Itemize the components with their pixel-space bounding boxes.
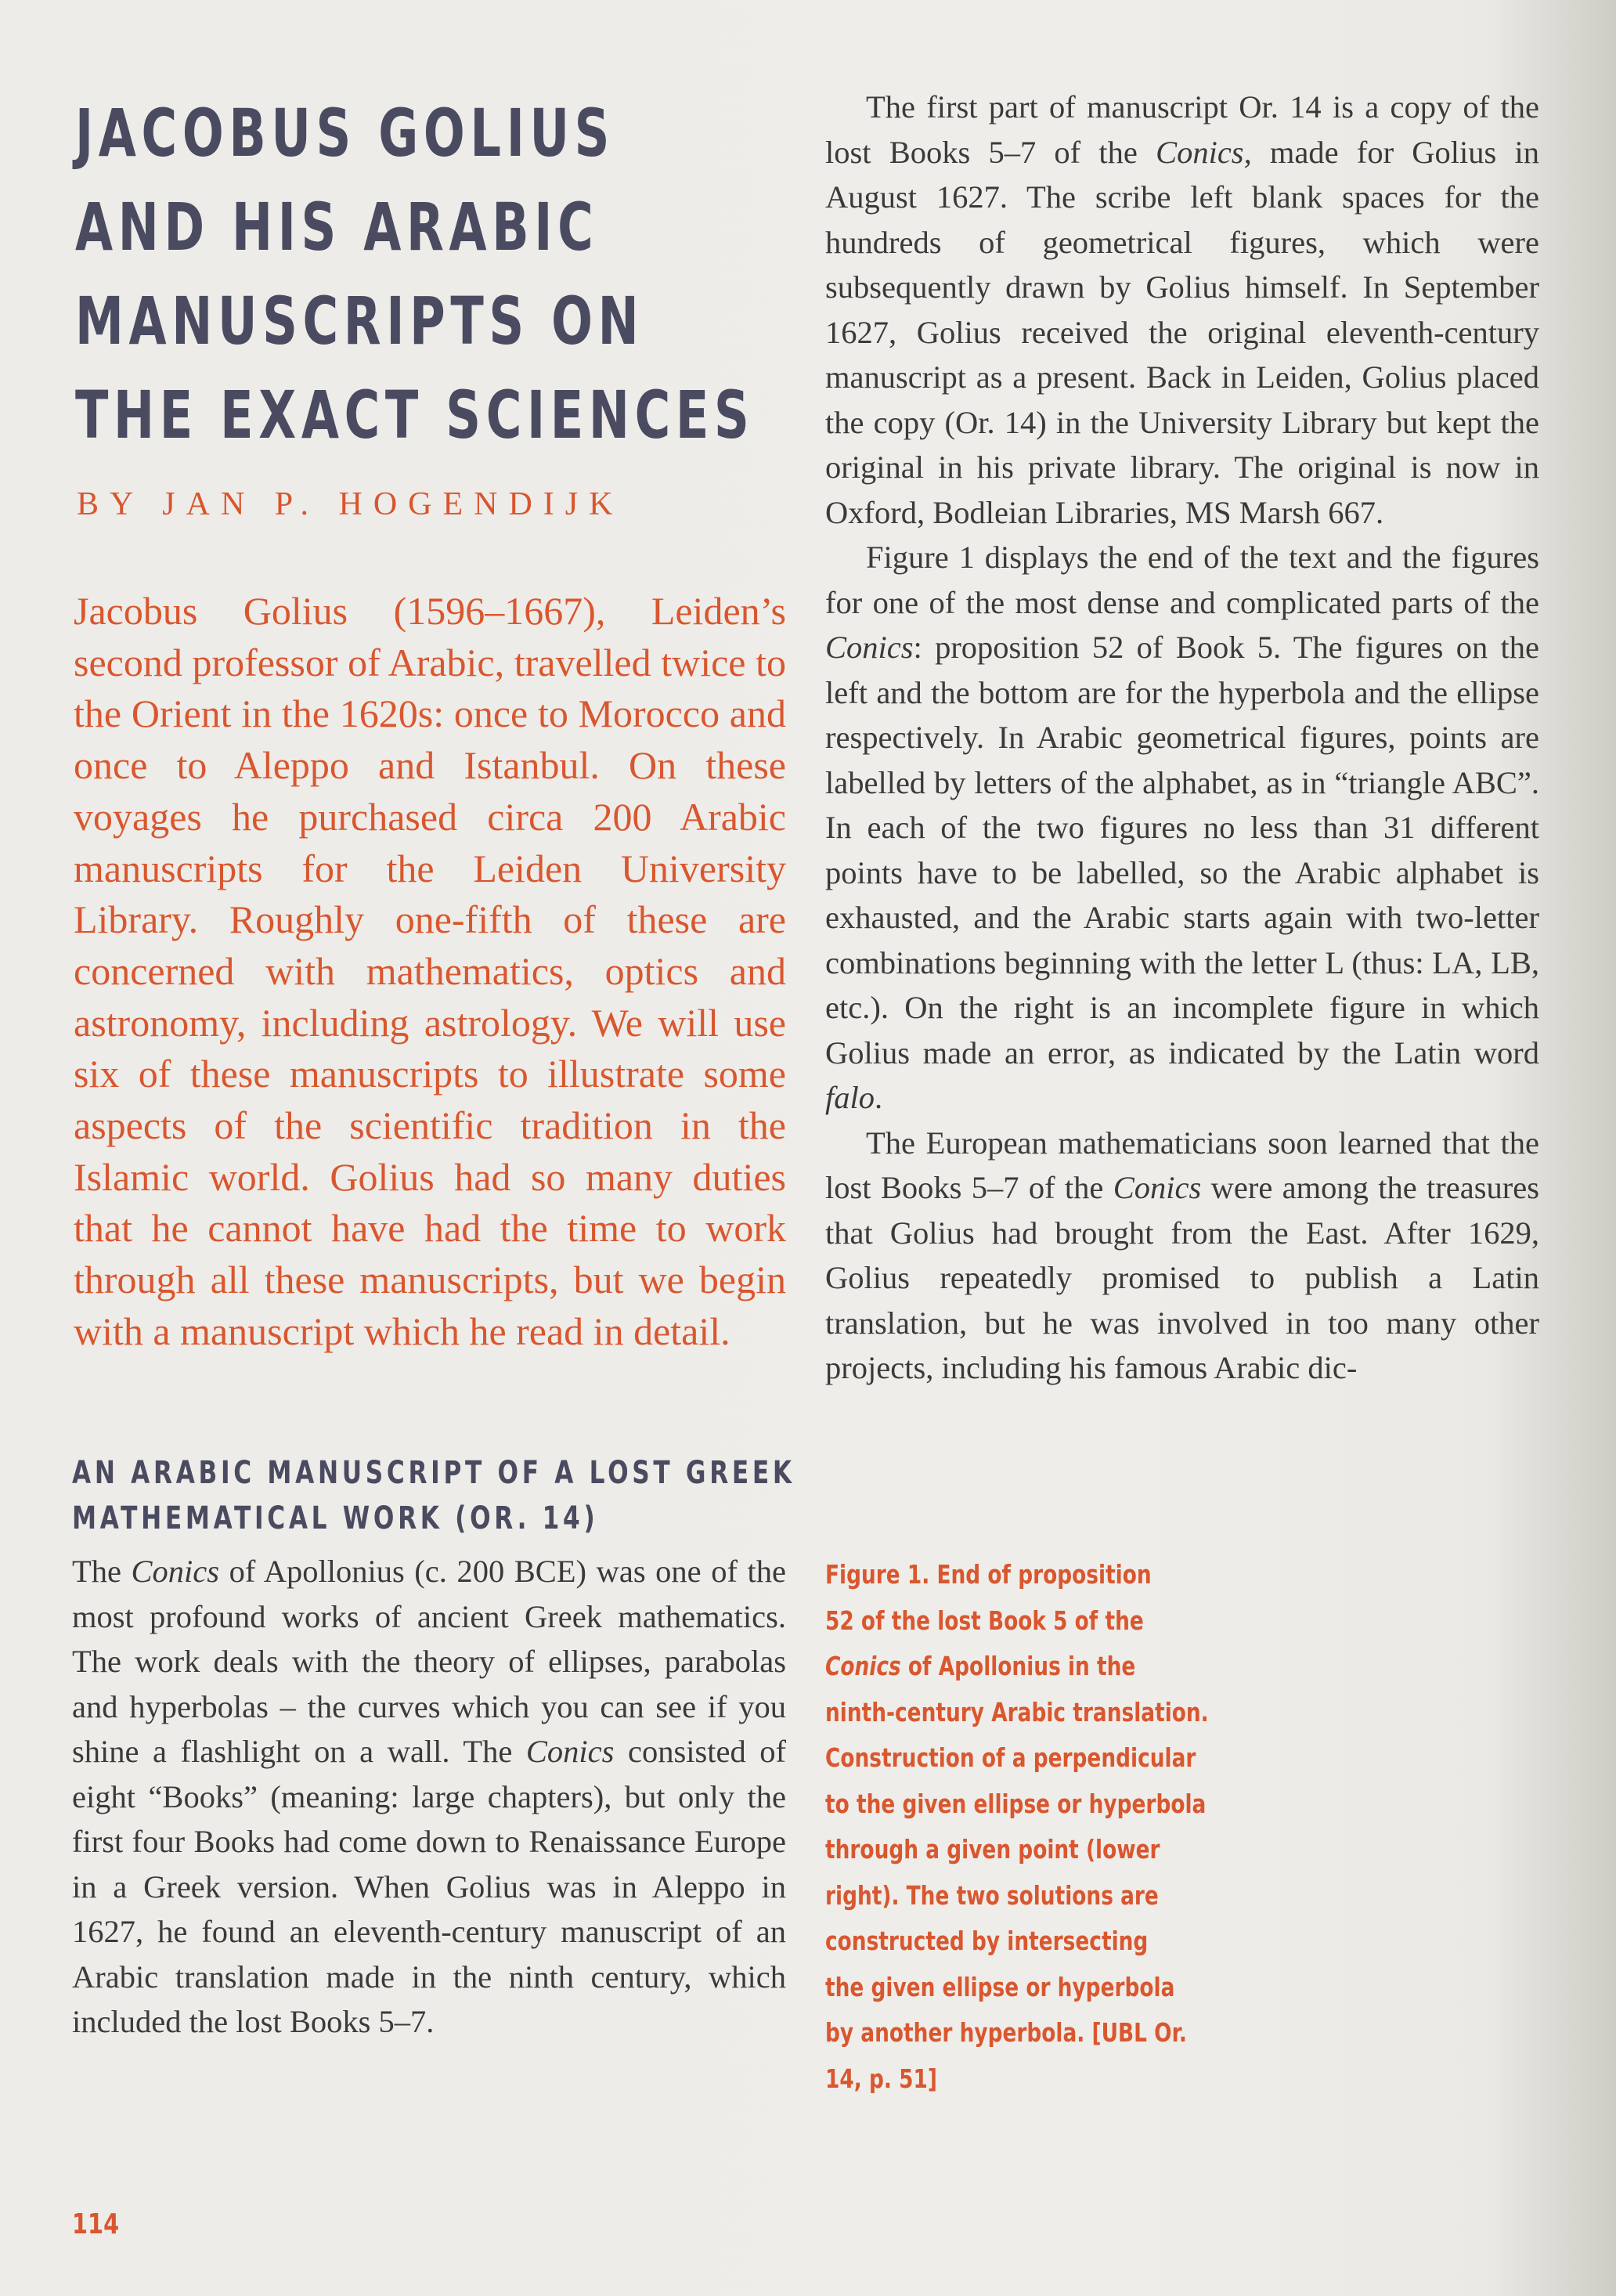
caption-line: ninth-century Arabic translation. <box>825 1696 1209 1727</box>
page-number: 114 <box>72 2208 120 2240</box>
lead-paragraph: Jacobus Golius (1596–1667), Leiden’s second professor of Arabic, travelled twice to the Orient in the 1620s: once to Morocco and once to Aleppo and Istanbul. On these voyages he purchased circa 200 Arabic manuscripts for the Leiden University Library. Roughly one-fifth of these are concerned with mathematics, optics and astronomy, including astrology. We will use six of these manuscripts to illustrate some aspects of the scientific tradition in the Islamic world. Golius had so many duties that he cannot have had the time to work through all these manuscripts, but we begin with a manuscript which he read in detail. <box>74 589 786 1353</box>
section-heading-line: MATHEMATICAL WORK (OR. 14) <box>72 1500 599 1536</box>
caption-line: 14, p. 51] <box>825 2063 937 2094</box>
caption-line: constructed by intersecting <box>825 1926 1149 1956</box>
article-title <box>75 86 794 462</box>
caption-line: the given ellipse or hyperbola <box>825 1971 1175 2002</box>
caption-line: by another hyperbola. [UBL Or. <box>825 2017 1187 2048</box>
title-line: AND HIS ARABIC <box>75 189 599 265</box>
caption-line: through a given point (lower <box>825 1834 1160 1865</box>
right-paragraph-3: The European mathematicians soon learned that the lost Books 5–7 of the Conics were among the treasures that Golius had brought from the East. After 1629, Golius repeatedly promised to publish a Latin translation, but he was involved in too many other projects, including his famous Arabic dic- <box>825 1125 1539 1385</box>
caption-line: to the given ellipse or hyperbola <box>825 1788 1207 1819</box>
left-body-paragraph: The Conics of Apollonius (c. 200 BCE) was one of the most profound works of ancient Greek mathematics. The work deals with the theory of ellipses, parabolas and hyperbolas – the curves which you can see if you shine a flashlight on a wall. The Conics consisted of eight “Books” (meaning: large chapters), but only the first four Books had come down to Renaissance Europe in a Greek version. When Golius was in Aleppo in 1627, he found an eleventh-century manuscript of an Arabic translation made in the ninth century, which included the lost Books 5–7. <box>72 1554 786 2039</box>
right-paragraph-1: The first part of manuscript Or. 14 is a copy of the lost Books 5–7 of the Conics, made for Golius in August 1627. The scribe left blank spaces for the hundreds of geometrical figures, which were subsequently drawn by Golius himself. In September 1627, Golius received the original eleventh-century manuscript as a present. Back in Leiden, Golius placed the copy (Or. 14) in the University Library but kept the original in his private library. The original is now in Oxford, Bodleian Libraries, MS Marsh 667. <box>825 89 1539 530</box>
figure-caption <box>825 1552 1264 2102</box>
caption-line: right). The two solutions are <box>825 1879 1159 1911</box>
section-heading <box>72 1450 795 1541</box>
right-body-column <box>825 85 1539 1391</box>
caption-line: Figure 1. End of proposition <box>825 1559 1152 1590</box>
right-paragraph-2: Figure 1 displays the end of the text and the figures for one of the most dense and complicated parts of the Conics: proposition 52 of Book 5. The figures on the left and the bottom are for the hyperbola and the ellipse respectively. In Arabic geometrical figures, points are labelled by letters of the alphabet, as in “triangle ABC”. In each of the two figures no less than 31 different points have to be labelled, so the Arabic alphabet is exhausted, and the Arabic starts again with two-letter combinations beginning with the letter L (thus: LA, LB, etc.). On the right is an incomplete figure in which Golius made an error, as indicated by the Latin word falo. <box>825 540 1539 1115</box>
caption-line: 52 of the lost Book 5 of the <box>825 1605 1144 1636</box>
section-heading-line: AN ARABIC MANUSCRIPT OF A LOST GREEK <box>72 1455 795 1491</box>
caption-line: Conics of Apollonius in the <box>825 1651 1136 1681</box>
title-line: JACOBUS GOLIUS <box>75 95 615 171</box>
author-byline: BY JAN P. HOGENDIJK <box>77 486 624 522</box>
title-line: MANUSCRIPTS ON <box>75 283 644 359</box>
title-line: THE EXACT SCIENCES <box>75 377 755 453</box>
caption-line: Construction of a perpendicular <box>825 1742 1196 1773</box>
